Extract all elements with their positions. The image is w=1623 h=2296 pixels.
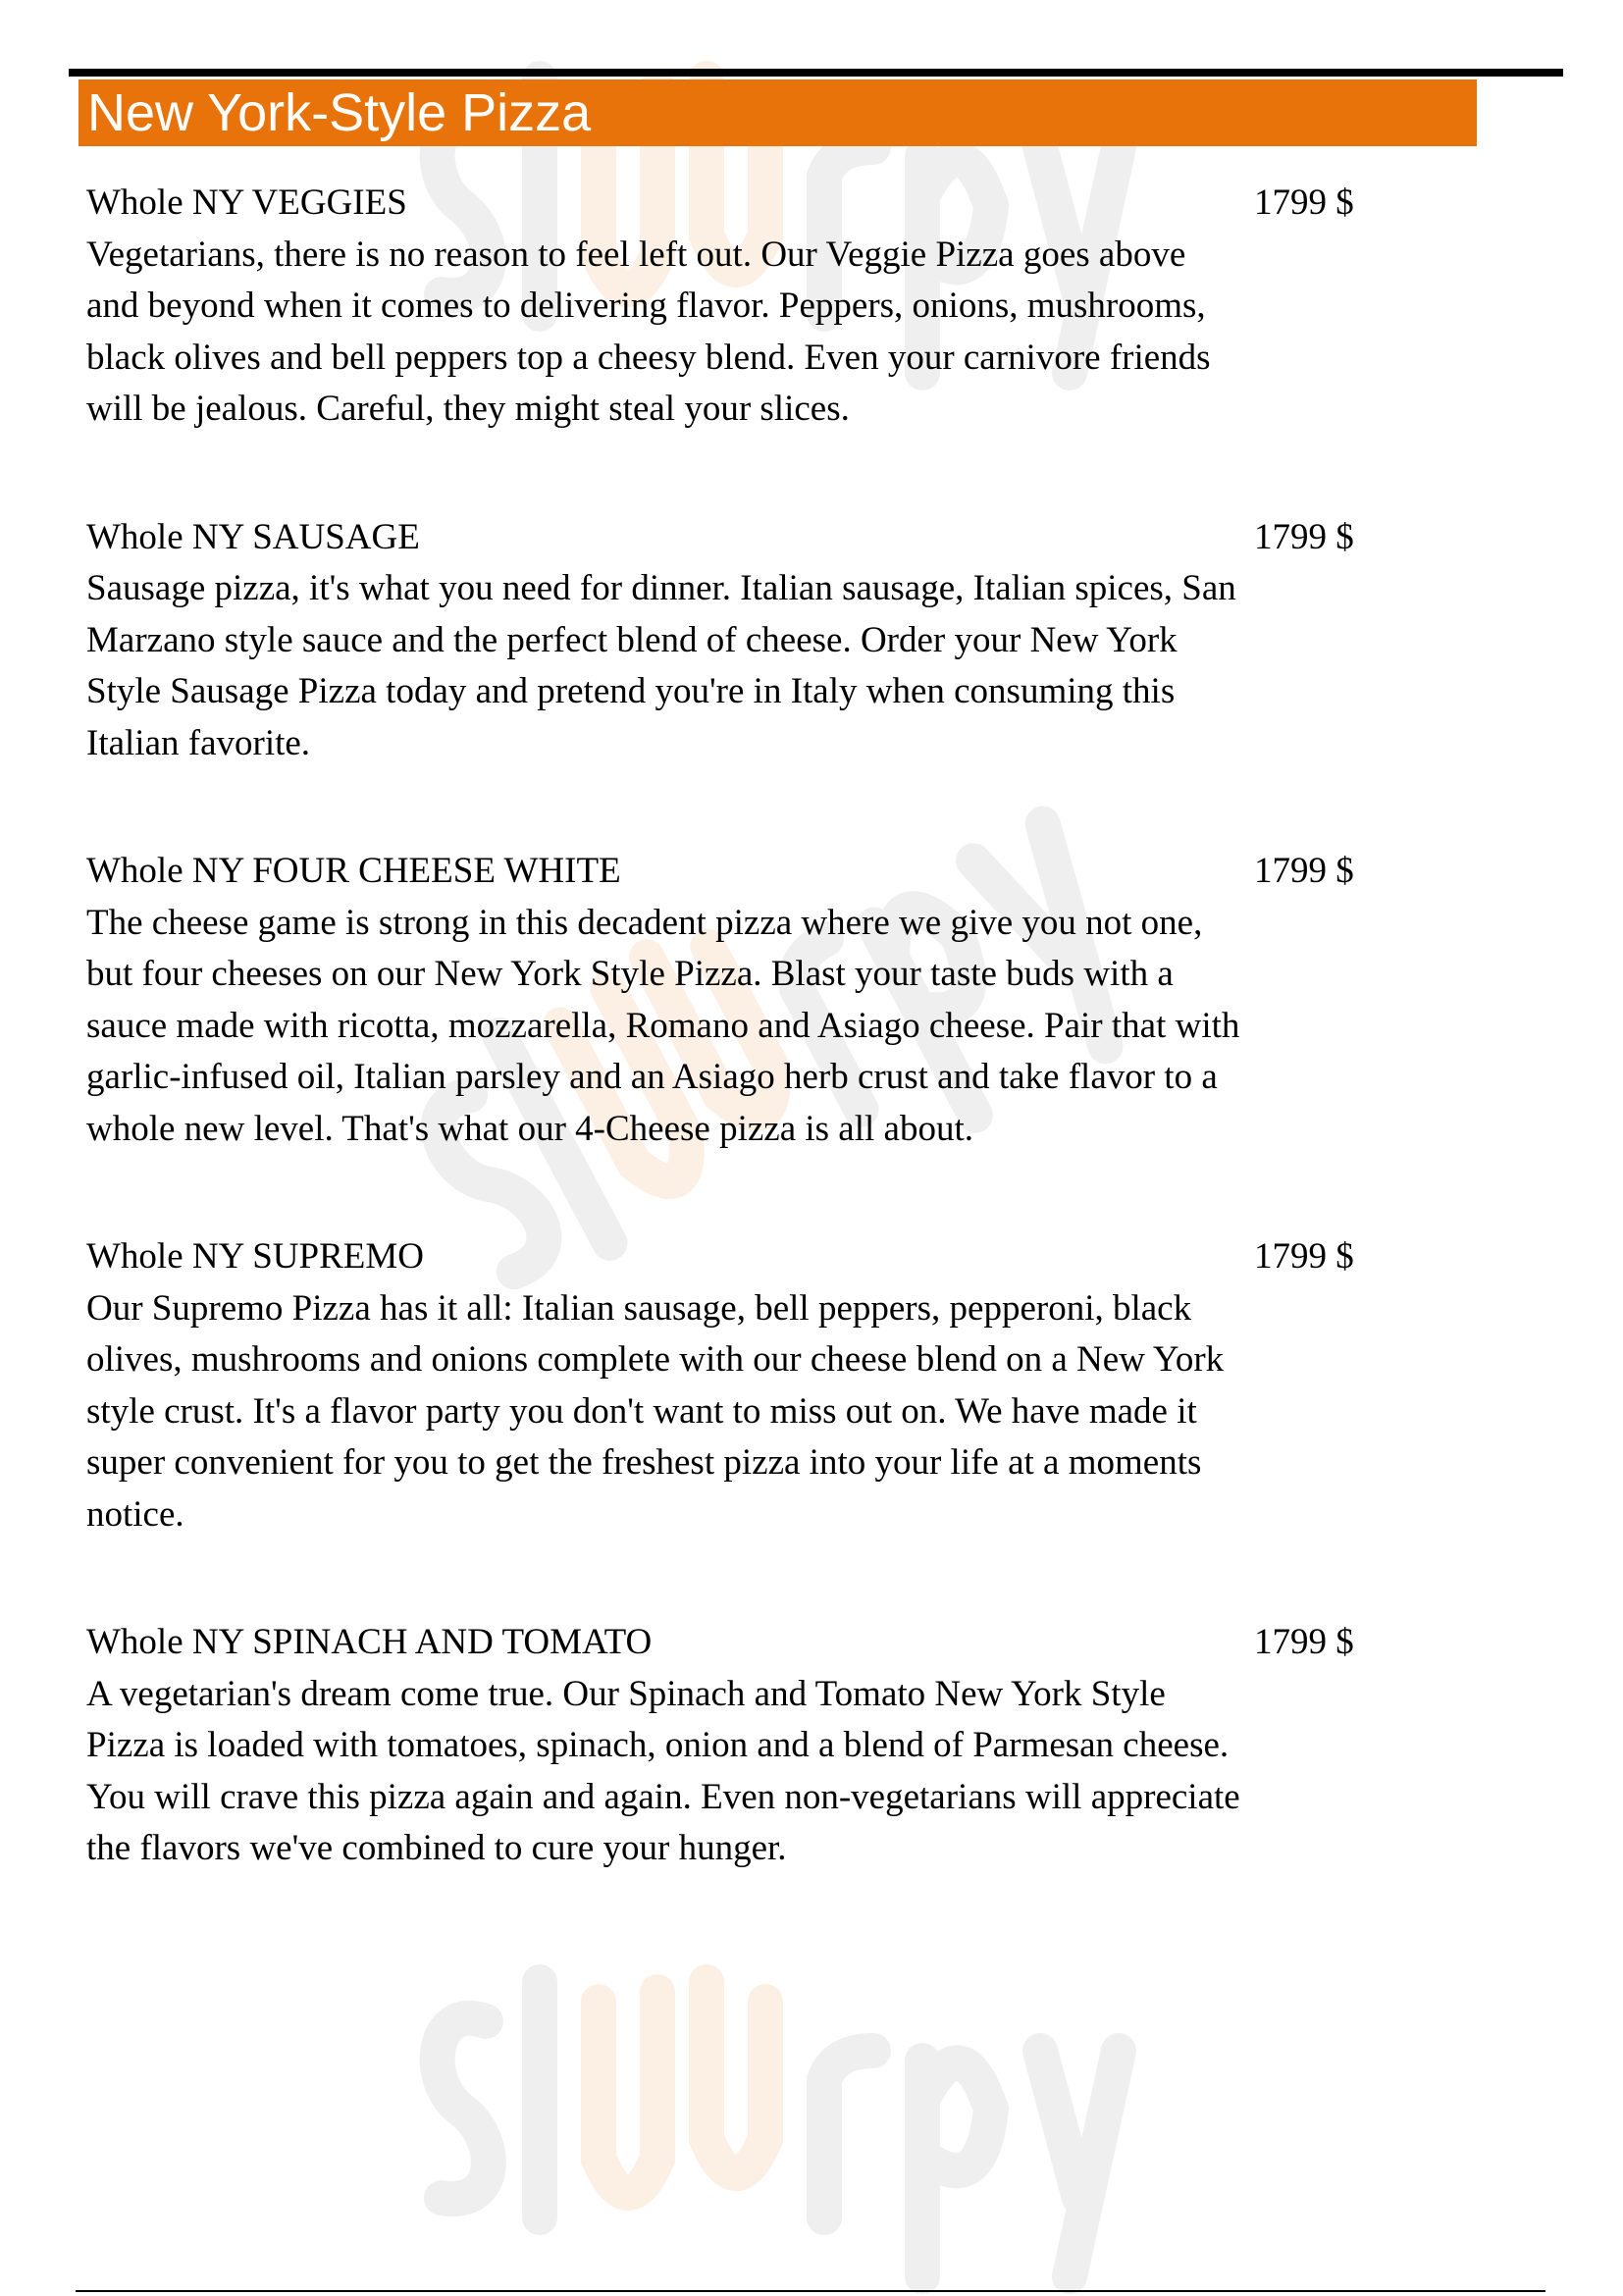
watermark-logo — [393, 1962, 1178, 2296]
menu-items — [0, 178, 1623, 1952]
menu-item — [86, 178, 1401, 436]
item-price: 1799 $ — [1254, 516, 1354, 557]
menu-item — [86, 846, 1401, 1155]
menu-item — [86, 512, 1401, 770]
item-name: Whole NY SAUSAGE — [86, 516, 420, 557]
item-price: 1799 $ — [1254, 183, 1354, 223]
item-name: Whole NY VEGGIES — [86, 183, 407, 223]
item-price: 1799 $ — [1254, 851, 1354, 891]
top-rule — [69, 69, 1563, 77]
menu-item — [86, 1231, 1401, 1540]
item-name: Whole NY SPINACH AND TOMATO — [86, 1622, 653, 1662]
item-description: Vegetarians, there is no reason to feel left out. Our Veggie Pizza goes above and beyond when it comes to delivering flavor. Peppers, onions, mushrooms, black olives and bell peppers top a cheesy blend. Even your carnivore friends will be jealous. Careful, they might steal your slices. — [86, 234, 1211, 429]
menu-item — [86, 1617, 1401, 1875]
item-price: 1799 $ — [1254, 1622, 1354, 1662]
item-price: 1799 $ — [1254, 1236, 1354, 1277]
bottom-rule — [76, 2290, 1545, 2292]
item-name: Whole NY FOUR CHEESE WHITE — [86, 851, 621, 891]
section-header — [79, 79, 1477, 146]
item-name: Whole NY SUPREMO — [86, 1236, 424, 1277]
section-title: New York-Style Pizza — [87, 83, 592, 142]
item-description: The cheese game is strong in this decadent pizza where we give you not one, but four cheeses on our New York Style Pizza. Blast your taste buds with a sauce made with ricotta, mozzarella, Romano and Asiago cheese. Pair that with garlic-infused oil, Italian parsley and an Asiago herb crust and take flavor to a whole new level. That's what our 4-Cheese pizza is all about. — [86, 902, 1240, 1149]
item-description: A vegetarian's dream come true. Our Spinach and Tomato New York Style Pizza is loaded with tomatoes, spinach, onion and a blend of Parmesan cheese. You will crave this pizza again and again. Even non-vegetarians will appreciate the flavors we've combined to cure your hunger. — [86, 1673, 1240, 1868]
item-description: Sausage pizza, it's what you need for dinner. Italian sausage, Italian spices, San Marzano style sauce and the perfect blend of cheese. Order your New York Style Sausage Pizza today and pretend you're in Italy when consuming this Italian favorite. — [86, 568, 1236, 763]
item-description: Our Supremo Pizza has it all: Italian sausage, bell peppers, pepperoni, black olives, mushrooms and onions complete with our cheese blend on a New York style crust. It's a flavor party you don't want to miss out on. We have made it super convenient for you to get the freshest pizza into your life at a moments notice. — [86, 1287, 1225, 1535]
